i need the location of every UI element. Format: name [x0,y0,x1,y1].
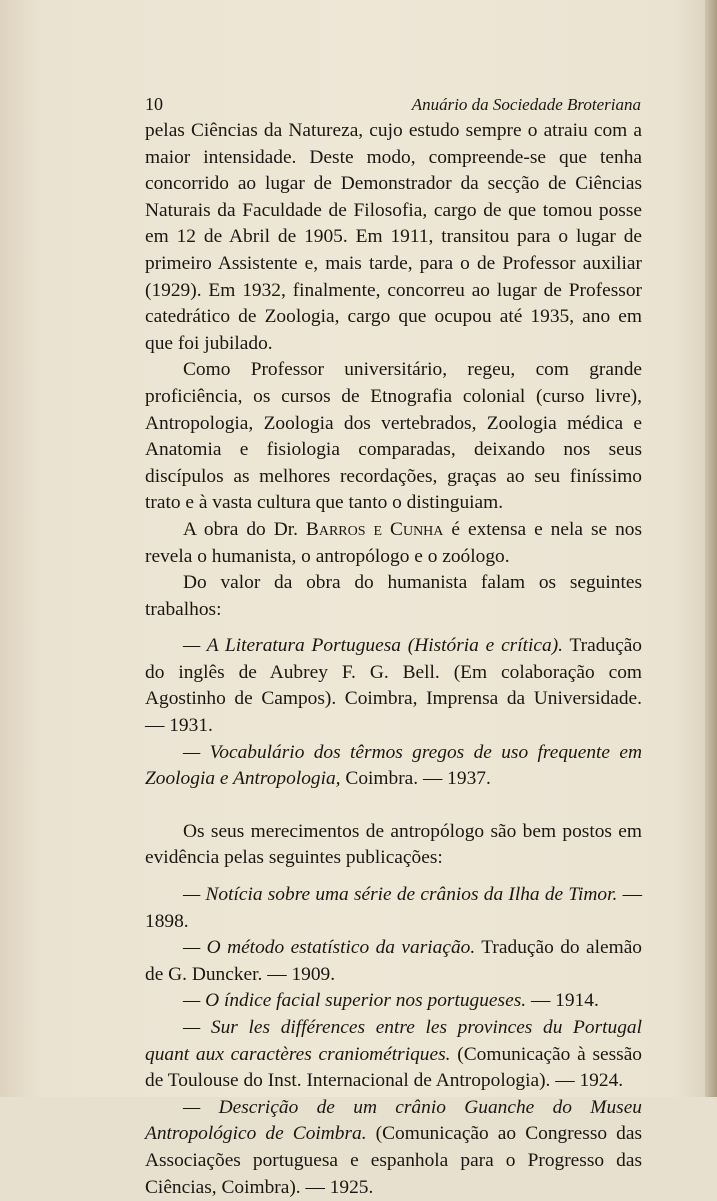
page-header [145,94,641,115]
entry-title: — Sur les différences entre les provinces du Portugal quant aux caractères craniométriques. [145,1017,642,1065]
author-name: Barros e Cunha [305,518,444,540]
bibliography-entry [145,1095,642,1201]
entry-details: — 1898. [145,884,642,932]
body-text [145,118,642,1201]
spacer [145,872,642,882]
spacer [145,623,642,633]
page-edge [705,0,717,1097]
bibliography-entry [145,935,642,988]
paragraph-humanist-intro: Do valor da obra do humanista falam os seguintes trabalhos: [145,572,642,620]
entry-title: — O índice facial superior nos portugueses. [183,990,527,1012]
entry-details: Coimbra. — 1937. [340,768,491,790]
work-summary: é extensa e nela se nos revela o humanista, o antropólogo e o zoólogo. [145,518,643,567]
bibliography-entry [145,633,642,739]
work-intro: A obra do Dr. [183,518,298,540]
paragraph-anthropology-intro: Os seus merecimentos de antropólogo são bem postos em evidência pelas seguintes publicações: [145,820,642,869]
entry-title: — Descrição de um crânio Guanche do Museu Antropológico de Coimbra. [145,1096,642,1145]
entry-title: — Notícia sobre uma série de crânios da Ilha de Timor. [183,884,618,906]
bibliography-entry [145,988,642,1015]
paragraph-career: pelas Ciências da Natureza, cujo estudo sempre o atraiu com a maior intensidade. Deste modo, compreende-se que tenha concorrido ao lugar de Demonstrador da secção de Ciências Naturais da Faculdade de Filosofia, cargo de que tomou posse em 12 de Abril de 1905. Em 1911, transitou para o lugar de primeiro Assistente e, mais tarde, para o de Professor auxiliar (1929). Em 1932, finalmente, concorreu ao lugar de Professor catedrático de Zoologia, cargo que ocupou até 1935, ano em que foi jubilado. [145,120,642,354]
entry-details: — 1914. [526,990,599,1012]
section-gap [145,793,642,819]
entry-details: (Comunicação ao Congresso das Associações portuguesa e espanhola para o Progresso das Ciências, Coimbra). — 1925. [145,1123,642,1198]
entry-details: Tradução do alemão de G. Duncker. — 1909. [145,937,642,985]
paragraph-work [145,517,642,570]
paragraph-teaching: Como Professor universitário, regeu, com grande proficiência, os cursos de Etnografia colonial (curso livre), Antropologia, Zoologia dos vertebrados, Zoologia médica e Anatomia e fisiologia comparadas, deixando nos seus discípulos as melhores recordações, graças ao seu finíssimo trato e à vasta cultura que tanto o distinguiam. [145,359,642,514]
entry-title: — Vocabulário dos têrmos gregos de uso frequente em Zoologia e Antropologia, [145,741,642,790]
entry-details: Tradução do inglês de Aubrey F. G. Bell. (Em colaboração com Agostinho de Campos). Coimbra, Imprensa da Universidade. — 1931. [145,635,642,737]
bibliography-entry [145,1015,642,1095]
bibliography-entry [145,740,642,793]
bibliography-entry [145,882,642,935]
page-number: 10 [145,94,163,114]
entry-title: — A Literatura Portuguesa (História e crítica). [183,635,564,657]
entry-details: (Comunicação à sessão de Toulouse do Inst. Internacional de Antropologia). — 1924. [145,1043,643,1092]
entry-title: — O método estatístico da variação. [183,937,476,959]
running-title: Anuário da Sociedade Broteriana [411,95,641,114]
